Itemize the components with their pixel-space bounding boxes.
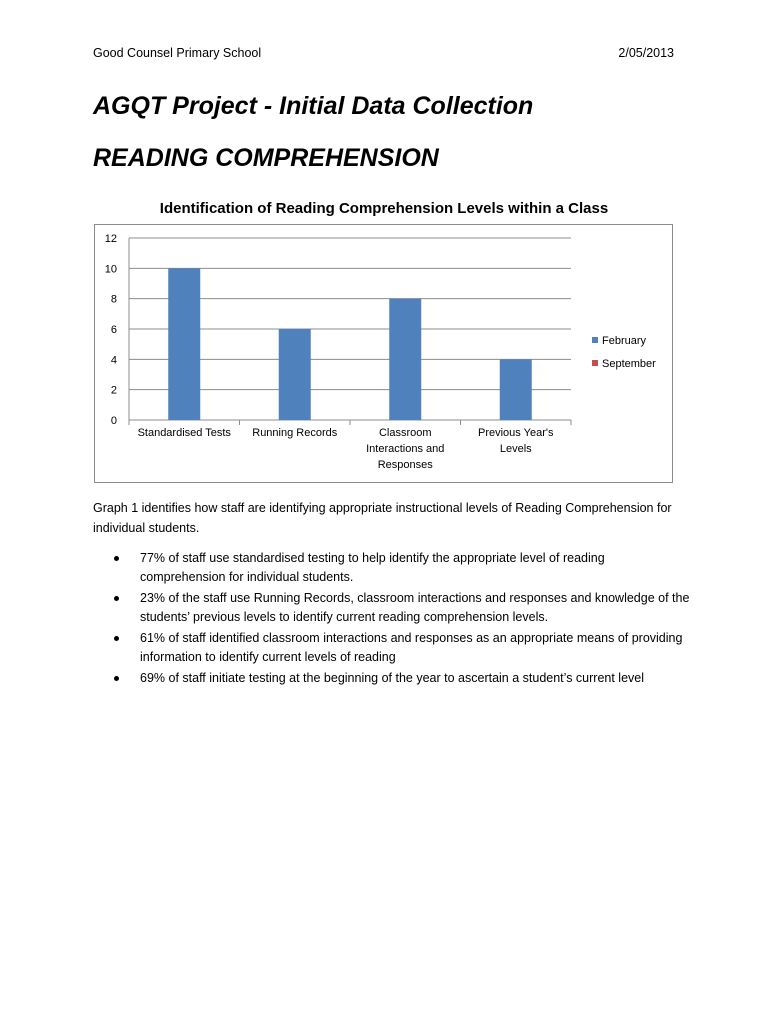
- x-tick-label: Standardised Tests: [137, 427, 231, 439]
- findings-list: [93, 549, 693, 690]
- chart-title: Identification of Reading Comprehension Levels within a Class: [159, 200, 609, 217]
- bar: [168, 268, 200, 420]
- school-name: Good Counsel Primary School: [93, 46, 262, 60]
- bar: [500, 359, 532, 420]
- y-tick-label: 8: [110, 293, 117, 306]
- bar-chart: [94, 224, 673, 483]
- finding-item: [93, 589, 693, 627]
- x-tick-label: Previous Year's: [478, 427, 554, 439]
- y-tick-label: 12: [104, 233, 117, 245]
- bullet-icon: [114, 676, 119, 681]
- page-title: AGQT Project - Initial Data Collection: [93, 92, 534, 120]
- bar: [279, 329, 311, 420]
- bullet-icon: [114, 556, 119, 561]
- finding-item: [93, 629, 693, 667]
- x-tick-label: Interactions and: [366, 443, 445, 455]
- y-tick-label: 10: [104, 263, 117, 276]
- bullet-icon: [114, 596, 119, 601]
- finding-item: [93, 549, 693, 587]
- finding-text: 77% of staff use standardised testing to help identify the appropriate level of reading comprehension for individual students.: [140, 551, 605, 584]
- x-tick-label: Classroom: [378, 427, 432, 439]
- graph-description: Graph 1 identifies how staff are identifying appropriate instructional levels of Reading Comprehension for individual students.: [93, 501, 672, 535]
- chart-svg: [95, 225, 674, 484]
- finding-text: 23% of the staff use Running Records, classroom interactions and responses and knowledge of the students’ previous levels to identify current reading comprehension levels.: [140, 591, 690, 624]
- x-tick-label: Levels: [499, 443, 532, 455]
- y-tick-label: 2: [110, 384, 117, 397]
- y-tick-label: 6: [110, 324, 117, 336]
- finding-item: [93, 669, 693, 688]
- legend-swatch: [592, 360, 598, 366]
- page-subtitle: READING COMPREHENSION: [93, 144, 439, 172]
- bullet-icon: [114, 636, 119, 641]
- y-tick-label: 0: [110, 415, 117, 427]
- finding-text: 61% of staff identified classroom interactions and responses as an appropriate means of providing information to identify current levels of reading: [140, 631, 683, 664]
- x-tick-label: Running Records: [252, 427, 338, 439]
- bar: [389, 299, 421, 420]
- legend-label: February: [602, 335, 647, 347]
- finding-text: 69% of staff initiate testing at the beginning of the year to ascertain a student’s current level: [140, 671, 645, 685]
- document-date: 2/05/2013: [618, 46, 674, 60]
- legend-swatch: [592, 337, 598, 343]
- y-tick-label: 4: [110, 354, 117, 367]
- x-tick-label: Responses: [377, 459, 433, 471]
- legend-label: September: [602, 358, 656, 370]
